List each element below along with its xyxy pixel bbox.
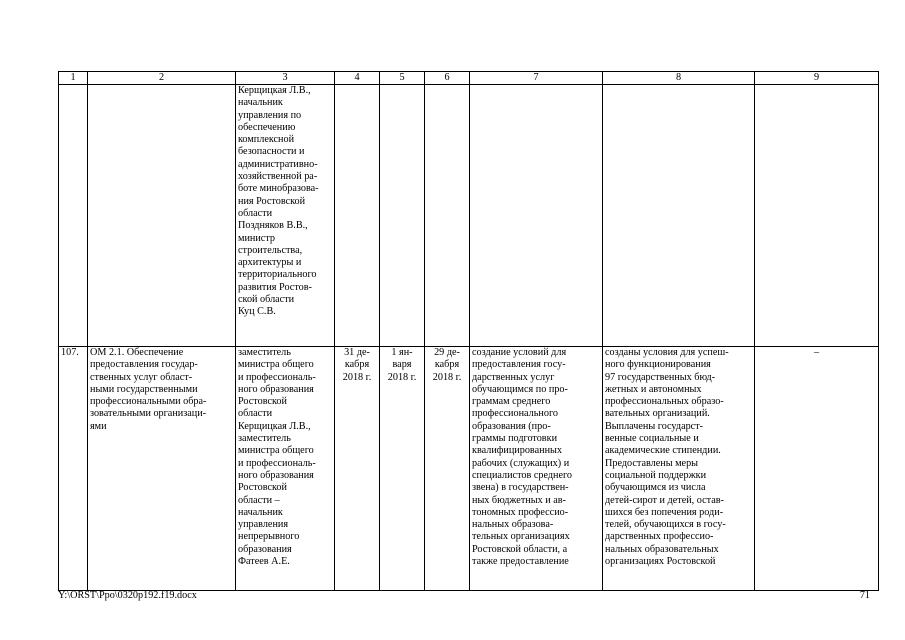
header-cell-9: 9 (755, 72, 879, 85)
planned-result-cell: создание условий для предоставления госу- дарственных услуг обучающимся по про- граммам среднего профессионального образования (про- граммы подготовки квалифицированных рабочих (служащих) и специалистов среднего звена) в государствен- ных бюджетных и ав- тономных профессио- нальных образова- тельных организациях Ростовской области, а также предоставление (470, 347, 603, 591)
header-cell-4: 4 (335, 72, 380, 85)
header-row (59, 72, 879, 85)
table-row-continued (59, 85, 879, 347)
header-cell-2: 2 (88, 72, 236, 85)
empty-cell (380, 85, 425, 347)
file-path-footer: Y:\ORST\Ppo\0320p192.f19.docx (58, 590, 197, 601)
header-cell-7: 7 (470, 72, 603, 85)
empty-cell (755, 85, 879, 347)
problems-cell: – (755, 347, 879, 591)
planned-end-date-cell: 31 де- кабря 2018 г. (335, 347, 380, 591)
actual-start-date-cell: 1 ян- варя 2018 г. (380, 347, 425, 591)
actual-end-date-cell: 29 де- кабря 2018 г. (425, 347, 470, 591)
empty-cell (335, 85, 380, 347)
empty-cell (425, 85, 470, 347)
page-number: 71 (859, 590, 870, 601)
table-row-107 (59, 347, 879, 591)
header-cell-6: 6 (425, 72, 470, 85)
header-cell-5: 5 (380, 72, 425, 85)
report-table (58, 71, 879, 591)
row-number-cell: 107. (59, 347, 88, 591)
empty-cell (470, 85, 603, 347)
responsible-cell: заместитель министра общего и профессиональ- ного образования Ростовской области Керщицкая Л.В., заместитель министра общего и профессиональ- ного образования Ростовской области – начальник управления непрерывного образования Фатеев А.Е. (236, 347, 335, 591)
header-cell-3: 3 (236, 72, 335, 85)
event-cell: ОМ 2.1. Обеспечение предоставления государ- ственных услуг област- ными государственными профессиональными обра- зовательными организаци- ями (88, 347, 236, 591)
header-cell-8: 8 (603, 72, 755, 85)
responsible-cell: Керщицкая Л.В., начальник управления по обеспечению комплексной безопасности и административно- хозяйственной ра- боте минобразова- ния Ростовской области Поздняков В.В., министр строительства, архитектуры и территориального развития Ростов- ской области Куц С.В. (236, 85, 335, 347)
empty-cell (603, 85, 755, 347)
header-cell-1: 1 (59, 72, 88, 85)
empty-cell (59, 85, 88, 347)
actual-result-cell: созданы условия для успеш- ного функционирования 97 государственных бюд- жетных и автономных профессиональных образо- вательных организаций. Выплачены государст- венные социальные и академические стипендии. Предоставлены меры социальной поддержки обучающимся из числа детей-сирот и детей, остав- шихся без попечения роди- телей, обучающихся в госу- дарственных профессио- нальных образовательных организациях Ростовской (603, 347, 755, 591)
empty-cell (88, 85, 236, 347)
